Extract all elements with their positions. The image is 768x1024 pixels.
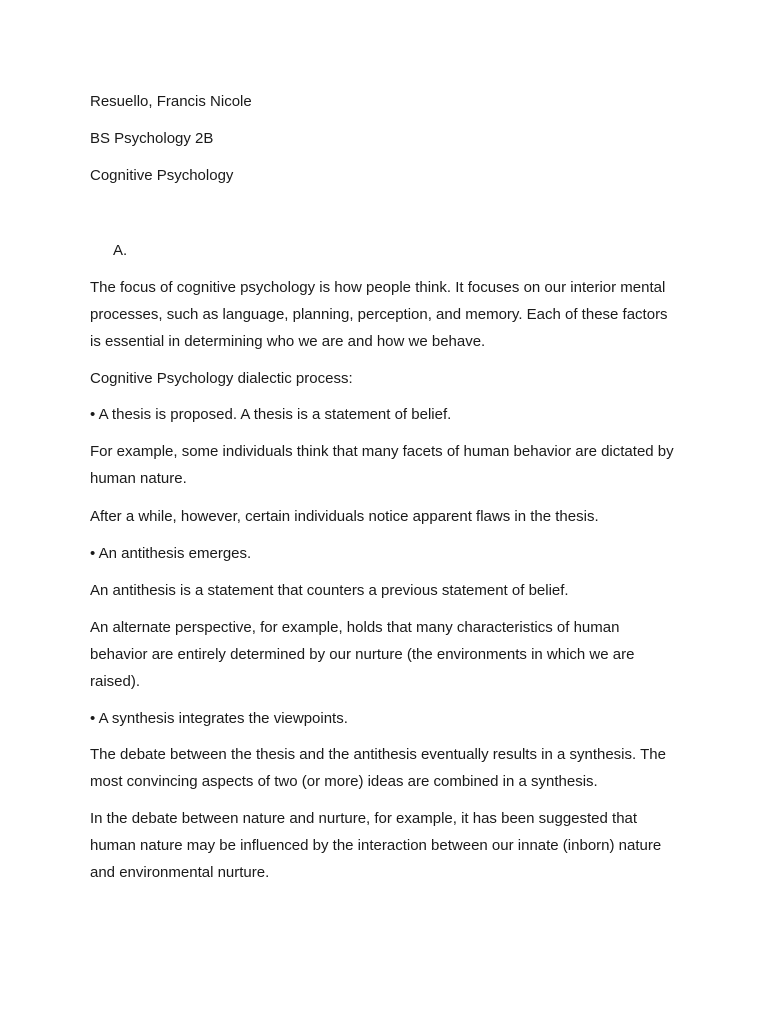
paragraph-antithesis-def: An antithesis is a statement that counters a previous statement of belief.	[90, 582, 569, 599]
paragraph-line: For example, some individuals think that many facets of human behavior are dictated by	[90, 443, 674, 460]
paragraph-line: The debate between the thesis and the antithesis eventually results in a synthesis. The	[90, 746, 666, 763]
paragraph-line: behavior are entirely determined by our nurture (the environments in which we are	[90, 646, 635, 663]
paragraph-line: is essential in determining who we are and how we behave.	[90, 333, 486, 350]
paragraph-line: and environmental nurture.	[90, 864, 270, 881]
paragraph-line: human nature.	[90, 470, 187, 487]
paragraph-synthesis	[90, 741, 690, 795]
dialectic-heading: Cognitive Psychology dialectic process:	[90, 370, 353, 387]
paragraph-line: human nature may be influenced by the interaction between our innate (inborn) nature	[90, 837, 662, 854]
paragraph-nature-nurture	[90, 805, 690, 886]
paragraph-flaws: After a while, however, certain individuals notice apparent flaws in the thesis.	[90, 508, 599, 525]
author-name: Resuello, Francis Nicole	[90, 93, 252, 110]
paragraph-line: processes, such as language, planning, perception, and memory. Each of these factors	[90, 306, 668, 323]
paragraph-line: In the debate between nature and nurture, for example, it has been suggested that	[90, 810, 638, 827]
paragraph-line: The focus of cognitive psychology is how people think. It focuses on our interior mental	[90, 279, 666, 296]
paragraph-line: most convincing aspects of two (or more) ideas are combined in a synthesis.	[90, 773, 598, 790]
bullet-thesis: • A thesis is proposed. A thesis is a statement of belief.	[90, 406, 452, 423]
paragraph-intro	[90, 274, 690, 355]
paragraph-line: An alternate perspective, for example, holds that many characteristics of human	[90, 619, 620, 636]
subject-line: Cognitive Psychology	[90, 167, 234, 184]
paragraph-antithesis-example	[90, 614, 690, 695]
paragraph-thesis-example	[90, 438, 690, 492]
paragraph-line: raised).	[90, 673, 141, 690]
course-line: BS Psychology 2B	[90, 130, 214, 147]
section-label: A.	[113, 242, 128, 259]
bullet-synthesis: • A synthesis integrates the viewpoints.	[90, 710, 348, 727]
bullet-antithesis: • An antithesis emerges.	[90, 545, 252, 562]
